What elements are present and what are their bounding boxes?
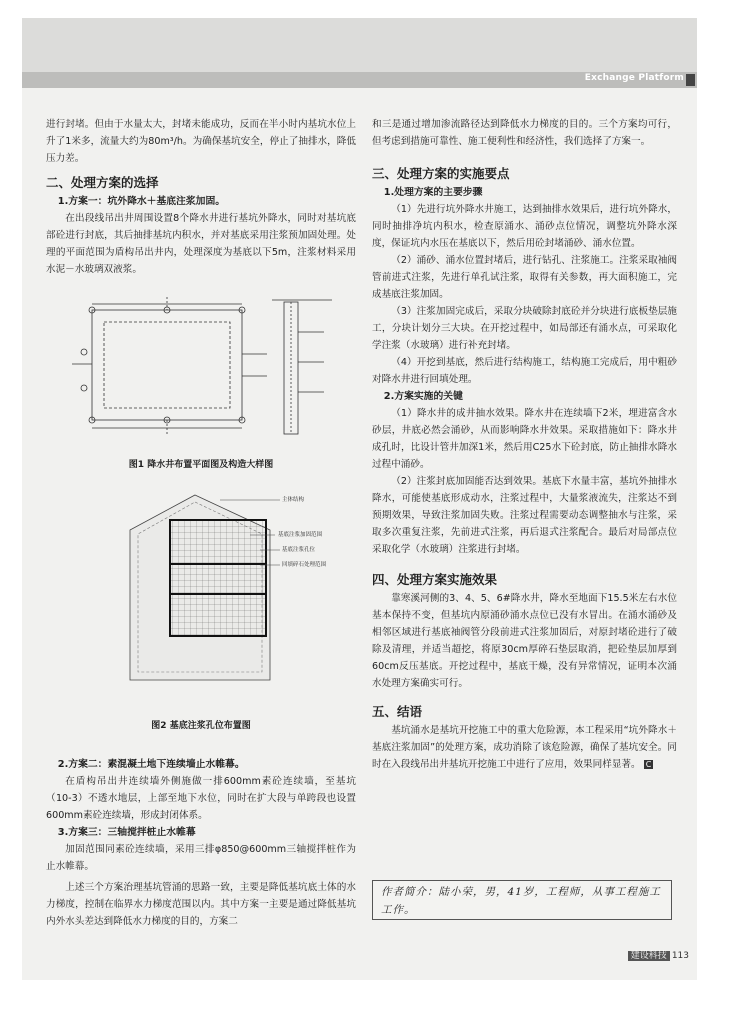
left-column-lower — [46, 756, 356, 930]
header-marker-icon — [686, 74, 695, 86]
right-intro: 和三是通过增加渗流路径达到降低水力梯度的目的。三个方案均可行，但考虑到措施可靠性、施工便利性和经济性，我们选择了方案一。 — [372, 119, 677, 147]
key-1: （1）降水井的成井抽水效果。降水井在连续墙下2米，埋进富含水砂层，井底必然会涌砂，从而影响降水井效果。采取措施如下：降水井成孔时，比设计管井加深1米，然后用C25水下砼封底，防止抽排水降水过程中涌砂。 — [372, 408, 677, 470]
author-bio-box — [372, 880, 672, 920]
section-4-title: 四、处理方案实施效果 — [372, 572, 498, 587]
plan-3-title: 3.方案三：三轴搅拌桩止水帷幕 — [57, 827, 196, 838]
plan-2-title: 2.方案二：素混凝土地下连续墙止水帷幕。 — [57, 759, 245, 770]
plan-3-text: 加固范围同素砼连续墙，采用三排φ850@600mm三轴搅拌桩作为止水帷幕。 — [46, 844, 356, 872]
figure-2-caption: 图2 基底注浆孔位布置图 — [151, 721, 251, 731]
section-2-title: 二、处理方案的选择 — [46, 175, 159, 190]
steps-title: 1.处理方案的主要步骤 — [383, 187, 483, 198]
keys-title: 2.方案实施的关键 — [383, 391, 463, 402]
plan-1-text: 在出段线吊出井周围设置8个降水井进行基坑外降水，同时对基坑底部砼进行封底，其后抽排基坑内积水，并对基底采用注浆预加固处理。处理的平面范围为盾构吊出井内，处理深度为基底以下5m，注浆材料采用水泥－水玻璃双液浆。 — [46, 213, 356, 275]
fig2-label-4: 回填碎石处理范围 — [282, 562, 327, 568]
conclusion-text — [372, 722, 677, 773]
end-mark-icon: C — [645, 760, 652, 769]
step-2: （2）涌砂、涌水位置封堵后，进行钻孔、注浆施工。注浆采取袖阀管前进式注浆，先进行单孔试注浆，取得有关参数，再大面积施工，完成基底注浆加固。 — [372, 255, 677, 300]
journal-name: 建设科技 — [628, 951, 670, 961]
figure-2-diagram — [100, 490, 350, 700]
key-2: （2）注浆封底加固能否达到效果。基底下水量丰富，基坑外抽排水降水，可能使基底形成动水，注浆过程中，大量浆液流失，注浆达不到预期效果，导致注浆加固失败。注浆过程需要动态调整抽水与注浆，采取多次重复注浆，先前进式注浆，再后退式注浆配合。最后对局部点位采取化学（水玻璃）注浆进行封堵。 — [372, 476, 677, 555]
top-margin-band — [22, 18, 697, 76]
plan-2-text: 在盾构吊出井连续墙外侧施做一排600mm素砼连续墙，至基坑（10-3）不透水地层，上部至地下水位，同时在扩大段与单跨段也设置600mm素砼连续墙，形成封闭体系。 — [46, 776, 356, 821]
author-bio: 作者简介：陆小荣，男，41岁，工程师，从事工程施工工作。 — [381, 886, 661, 916]
fig2-label-3: 基底注浆孔位 — [282, 547, 316, 553]
figure-1-caption: 图1 降水井布置平面图及构造大样图 — [128, 460, 274, 470]
fig2-label-2: 基底注浆加固范围 — [278, 532, 323, 538]
section-5-title: 五、结语 — [372, 704, 423, 719]
fig1-shaft-outline — [92, 310, 242, 420]
left-column — [46, 116, 356, 278]
section-3-title: 三、处理方案的实施要点 — [372, 166, 510, 181]
step-4: （4）开挖到基底，然后进行结构施工，结构施工完成后，用中粗砂对降水井进行回填处理。 — [372, 357, 677, 385]
conclusion-body: 基坑涌水是基坑开挖施工中的重大危险源，本工程采用“坑外降水＋基底注浆加固”的处理方案，成功消除了该危险源，确保了基坑安全。同时在入段线吊出井基坑开挖施工中进行了应用，效果同样显著。 — [372, 725, 677, 770]
summary-text: 上述三个方案治理基坑管涌的思路一致，主要是降低基坑底土体的水力梯度，控制在临界水力梯度范围以内。其中方案一主要是通过降低基坑内外水头差达到降低水力梯度的目的，方案二 — [46, 882, 356, 927]
page-number: 113 — [671, 951, 689, 961]
step-3: （3）注浆加固完成后，采取分块破除封底砼并分块进行底板垫层施工，分块计划分三大块。在开挖过程中，如局部还有涌水点，可采取化学注浆（水玻璃）进行补充封堵。 — [372, 306, 677, 351]
step-1: （1）先进行坑外降水井施工，达到抽排水效果后，进行坑外降水，同时抽排净坑内积水，检查原涌水、涌砂点位情况，调整坑外降水深度，保证坑内水压在基底以下，然后用砼封堵涌砂、涌水位置。 — [372, 204, 677, 249]
figure-1-diagram — [62, 292, 342, 442]
fig2-label-1: 主体结构 — [282, 497, 305, 503]
effect-text: 靠寒溪河侧的3、4、5、6#降水井，降水至地面下15.5米左右水位基本保持不变，但基坑内原涌砂涌水点位已没有水冒出。在涌水涌砂及相邻区域进行基底袖阀管分段前进式注浆加固后，对原封堵砼进行了破除及清理，并适当超挖，将原30cm厚碎石垫层取消，把砼垫层加厚到60cm反压基底。开挖过程中，基底干燥，没有异常情况，证明本次涌水处理方案确实可行。 — [372, 593, 677, 689]
plan-1-title: 1.方案一：坑外降水＋基底注浆加固。 — [57, 196, 226, 207]
page-footer — [628, 948, 689, 961]
section-label: Exchange Platform — [584, 73, 684, 83]
left-intro: 进行封堵。但由于水量太大，封堵未能成功，反而在半小时内基坑水位上升了1米多，流量大约为80m³/h。为确保基坑安全，停止了抽排水，降低压力差。 — [46, 119, 356, 164]
right-column — [372, 116, 677, 773]
